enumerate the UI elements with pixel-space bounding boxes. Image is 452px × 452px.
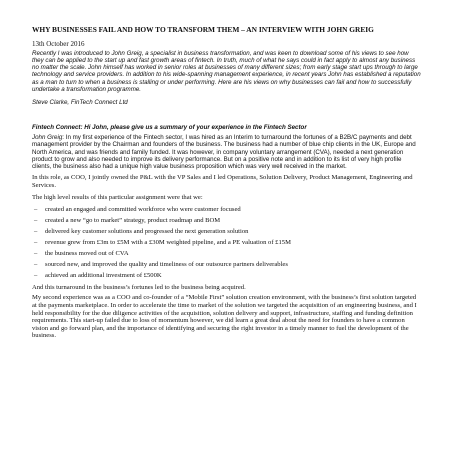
article [32,26,422,340]
question-label: Fintech Connect [32,123,81,131]
question-text: : Hi John, please give us a summary of your experience in the Fintech Sector [80,123,307,131]
coo-paragraph: In this role, as COO, I jointly owned the P&L with the VP Sales and I led Operations, Solution Delivery, Product Management, Engineering and Services. [32,174,413,190]
list-item: – revenue grew from £3m to £5M with a £30M weighted pipeline, and a PE valuation of £15M [32,239,422,247]
article-date: 13th October 2016 [32,39,85,48]
results-list [32,206,422,280]
list-item: – created a new “go to market” strategy, product roadmap and BOM [32,217,422,225]
list-item: – delivered key customer solutions and progressed the next generation solution [32,228,422,236]
list-item: – achieved an additional investment of £500K [32,272,422,280]
turnaround-paragraph: And this turnaround in the business’s fortunes led to the business being acquired. [32,283,246,291]
answer-text: : In my first experience of the Fintech sector, I was hired as an Interim to turnaround the fortunes of a B2B/C payments and debt management provider by the Chairman and founders of the business. The business had a number of blue chip clients in the UK, Europe and North America, and was friends and family funded. It was however, in company voluntary arrangement (CVA), needed a next generation product to grow and also needed to improve its delivery performance. But on a positive note and in addition to its list of very high profile clients, the business also had a unique high value business proposition which was very well received in the market. [32,133,416,171]
intro-paragraph: Recently I was introduced to John Greig, a specialist in business transformation, and was keen to download some of his views to see how they can be applied to the start up and fast growth areas of fintech. In truth, much of what he says could in fact apply to almost any business no matter the scale. John himself has worked in senior roles at businesses of many different sizes; from early stage start ups through to large technology and service providers. In addition to his wide-spanning management experience, in recent years John has established a reputation as a man to turn to when a business is stalling or under performing. Here are his views on why businesses can fail and how to successfully undertake a transformation programme. [32,49,421,94]
list-item: – the business moved out of CVA [32,250,422,258]
list-item: – sourced new, and improved the quality and timeliness of our outsource partners deliverables [32,261,422,269]
interview-question [32,124,422,131]
author-signature: Steve Clarke, FinTech Connect Ltd [32,99,128,107]
second-experience-paragraph: My second experience was as a COO and co-founder of a “Mobile First” solution creation environment, with the business’s first solution targeted at the payments marketplace. In order to accelerate the time to market of the solution we targeted the acquisition of an engineering business, and I held responsibility for the due diligence activities of the acquisition, solution delivery and support, infrastructure, staffing and funding definition requirements. This start-up failed due to loss of momentum however, we did learn a great deal about the need for founders to have a common vision and go forward plan, and the importance of identifying and securing the right investor in a timely manner to fuel the development of the business. [32,294,417,340]
article-title: WHY BUSINESSES FAIL AND HOW TO TRANSFORM THEM – AN INTERVIEW WITH JOHN GREIG [32,25,374,34]
results-intro: The high level results of this particular assignment were that we: [32,193,203,201]
interview-answer [32,134,422,170]
list-item: – created an engaged and committed workforce who were customer focused [32,206,422,214]
answer-speaker: John Greig [32,133,63,141]
